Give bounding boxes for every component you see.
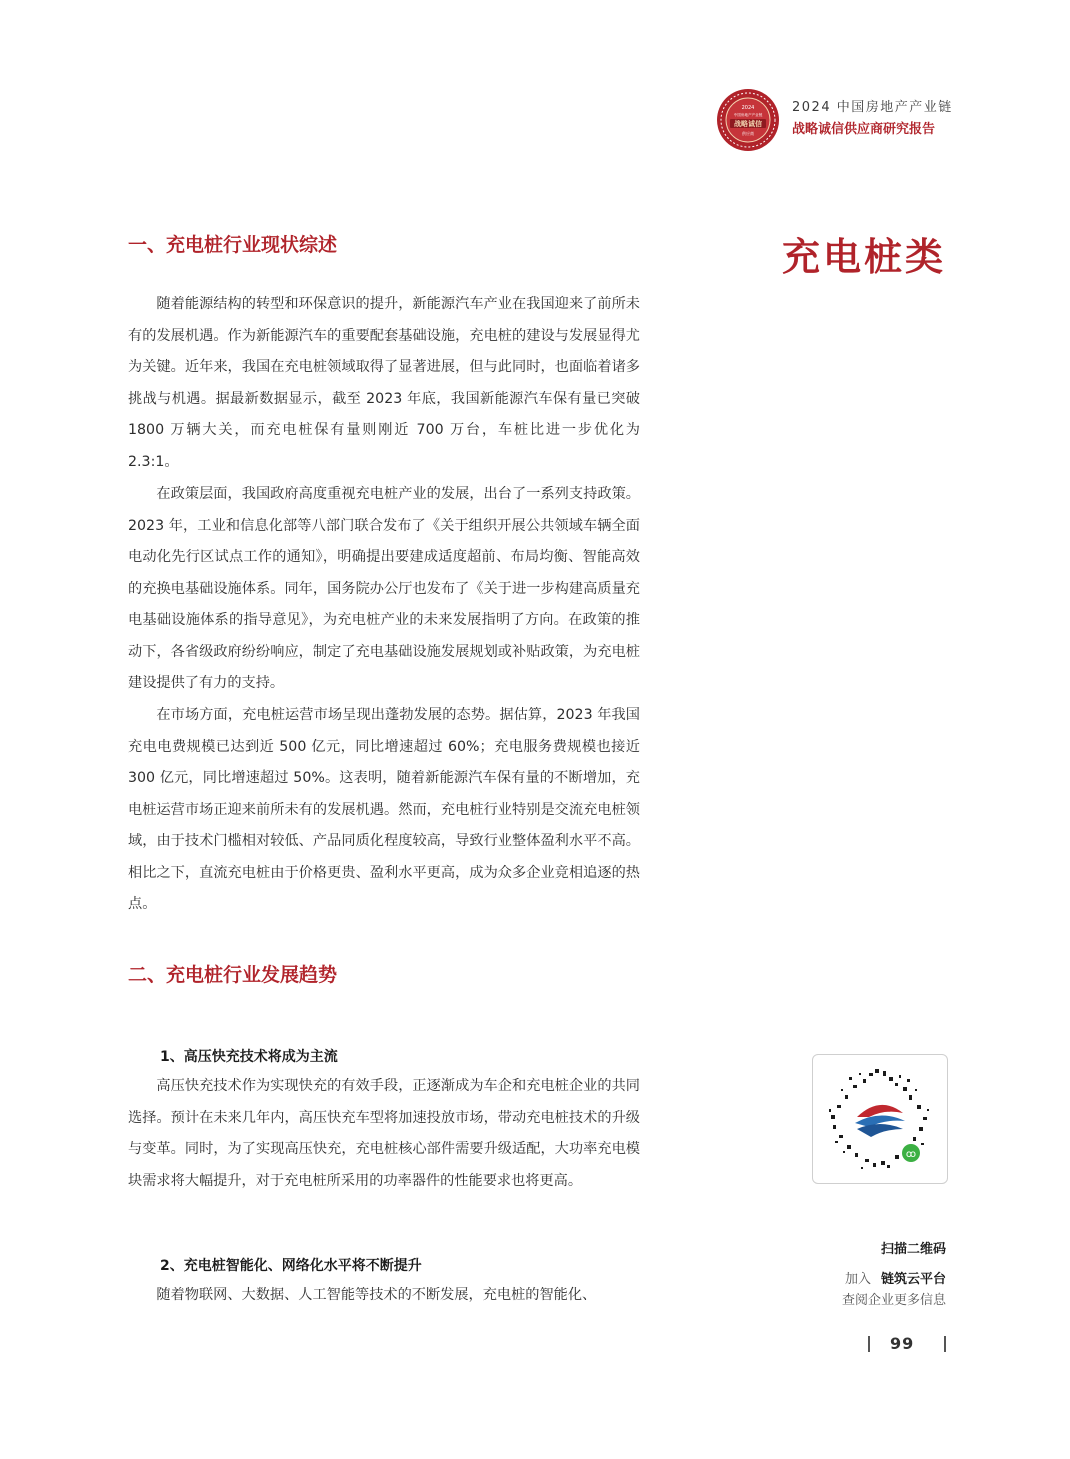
join-platform-line xyxy=(845,1268,946,1287)
category-title: 充电桩类 xyxy=(781,235,946,279)
section-heading-2: 二、充电桩行业发展趋势 xyxy=(128,964,338,986)
paragraph-policy: 在政策层面，我国政府高度重视充电桩产业的发展，出台了一系列支持政策。2023 年，工业和信息化部等八部门联合发布了《关于组织开展公共领域车辆全面电动化先行区试点工作的通知》，明确提出要建成适度超前、布局均衡、智能高效的充换电基础设施体系。同年，国务院办公厅也发布了《关于进一步构建高质量充电基础设施体系的指导意见》，为充电桩产业的未来发展指明了方向。在政策的推动下，各省级政府纷纷响应，制定了充电基础设施发展规划或补贴政策，为充电桩建设提供了有力的支持。 xyxy=(128,486,640,691)
svg-text:ꝏ: ꝏ xyxy=(905,1149,917,1160)
seal-line: 中国房地产产业链 xyxy=(733,113,763,117)
trend-title-1: 1、高压快充技术将成为主流 xyxy=(160,1049,338,1065)
mini-program-qr-code[interactable] xyxy=(825,1065,935,1175)
more-info-label: 查阅企业更多信息 xyxy=(841,1293,946,1308)
seal-bottom: 供应商 xyxy=(742,131,754,136)
scan-qr-label: 扫描二维码 xyxy=(880,1242,946,1257)
trend-paragraph-2: 随着物联网、大数据、人工智能等技术的不断发展，充电桩的智能化、 xyxy=(156,1287,597,1303)
page-number-divider-left xyxy=(868,1336,870,1352)
section-heading-1: 一、充电桩行业现状综述 xyxy=(128,234,338,256)
trend-title-2: 2、充电桩智能化、网络化水平将不断提升 xyxy=(160,1258,422,1274)
page-number: 99 xyxy=(890,1334,915,1353)
paragraph-overview: 随着能源结构的转型和环保意识的提升，新能源汽车产业在我国迎来了前所未有的发展机遇。作为新能源汽车的重要配套基础设施，充电桩的建设与发展显得尤为关键。近年来，我国在充电桩领域取得了显著进展，但与此同时，也面临着诸多挑战与机遇。据最新数据显示，截至 2023 年底，我国新能源汽车保有量已突破 1800 万辆大关，而充电桩保有量则刚近 700 万台，车桩比进一步优化为 2.3:1。 xyxy=(128,296,640,470)
page-number-block xyxy=(868,1334,948,1354)
trend-paragraph-1: 高压快充技术作为实现快充的有效手段，正逐渐成为车企和充电桩企业的共同选择。预计在未来几年内，高压快充车型将加速投放市场，带动充电桩技术的升级与变革。同时，为了实现高压快充，充电桩核心部件需要升级适配，大功率充电模块需求将大幅提升，对于充电桩所采用的功率器件的性能要求也将更高。 xyxy=(128,1078,640,1189)
join-label: 加入 xyxy=(844,1272,871,1287)
seal-main: 战略诚信 xyxy=(734,120,762,128)
seal-year: 2024 xyxy=(741,105,755,111)
report-title: 战略诚信供应商研究报告 xyxy=(792,122,936,137)
platform-name: 链筑云平台 xyxy=(880,1272,946,1287)
report-series-title: 2024 中国房地产产业链 xyxy=(792,100,953,115)
page-number-divider-right xyxy=(944,1336,946,1352)
paragraph-market: 在市场方面，充电桩运营市场呈现出蓬勃发展的态势。据估算，2023 年我国充电电费规模已达到近 500 亿元，同比增速超过 60%；充电服务费规模也接近 300 亿元，同比增速超过 50%。这表明，随着新能源汽车保有量的不断增加，充电桩运营市场正迎来前所未有的发展机遇。然而，充电桩行业特别是交流充电桩领域，由于技术门槛相对较低、产品同质化程度较高，导致行业整体盈利水平不高。相比之下，直流充电桩由于价格更贵、盈利水平更高，成为众多企业竞相追逐的热点。 xyxy=(128,707,640,912)
certification-seal-logo xyxy=(716,88,780,152)
qr-code-card[interactable] xyxy=(812,1054,948,1184)
